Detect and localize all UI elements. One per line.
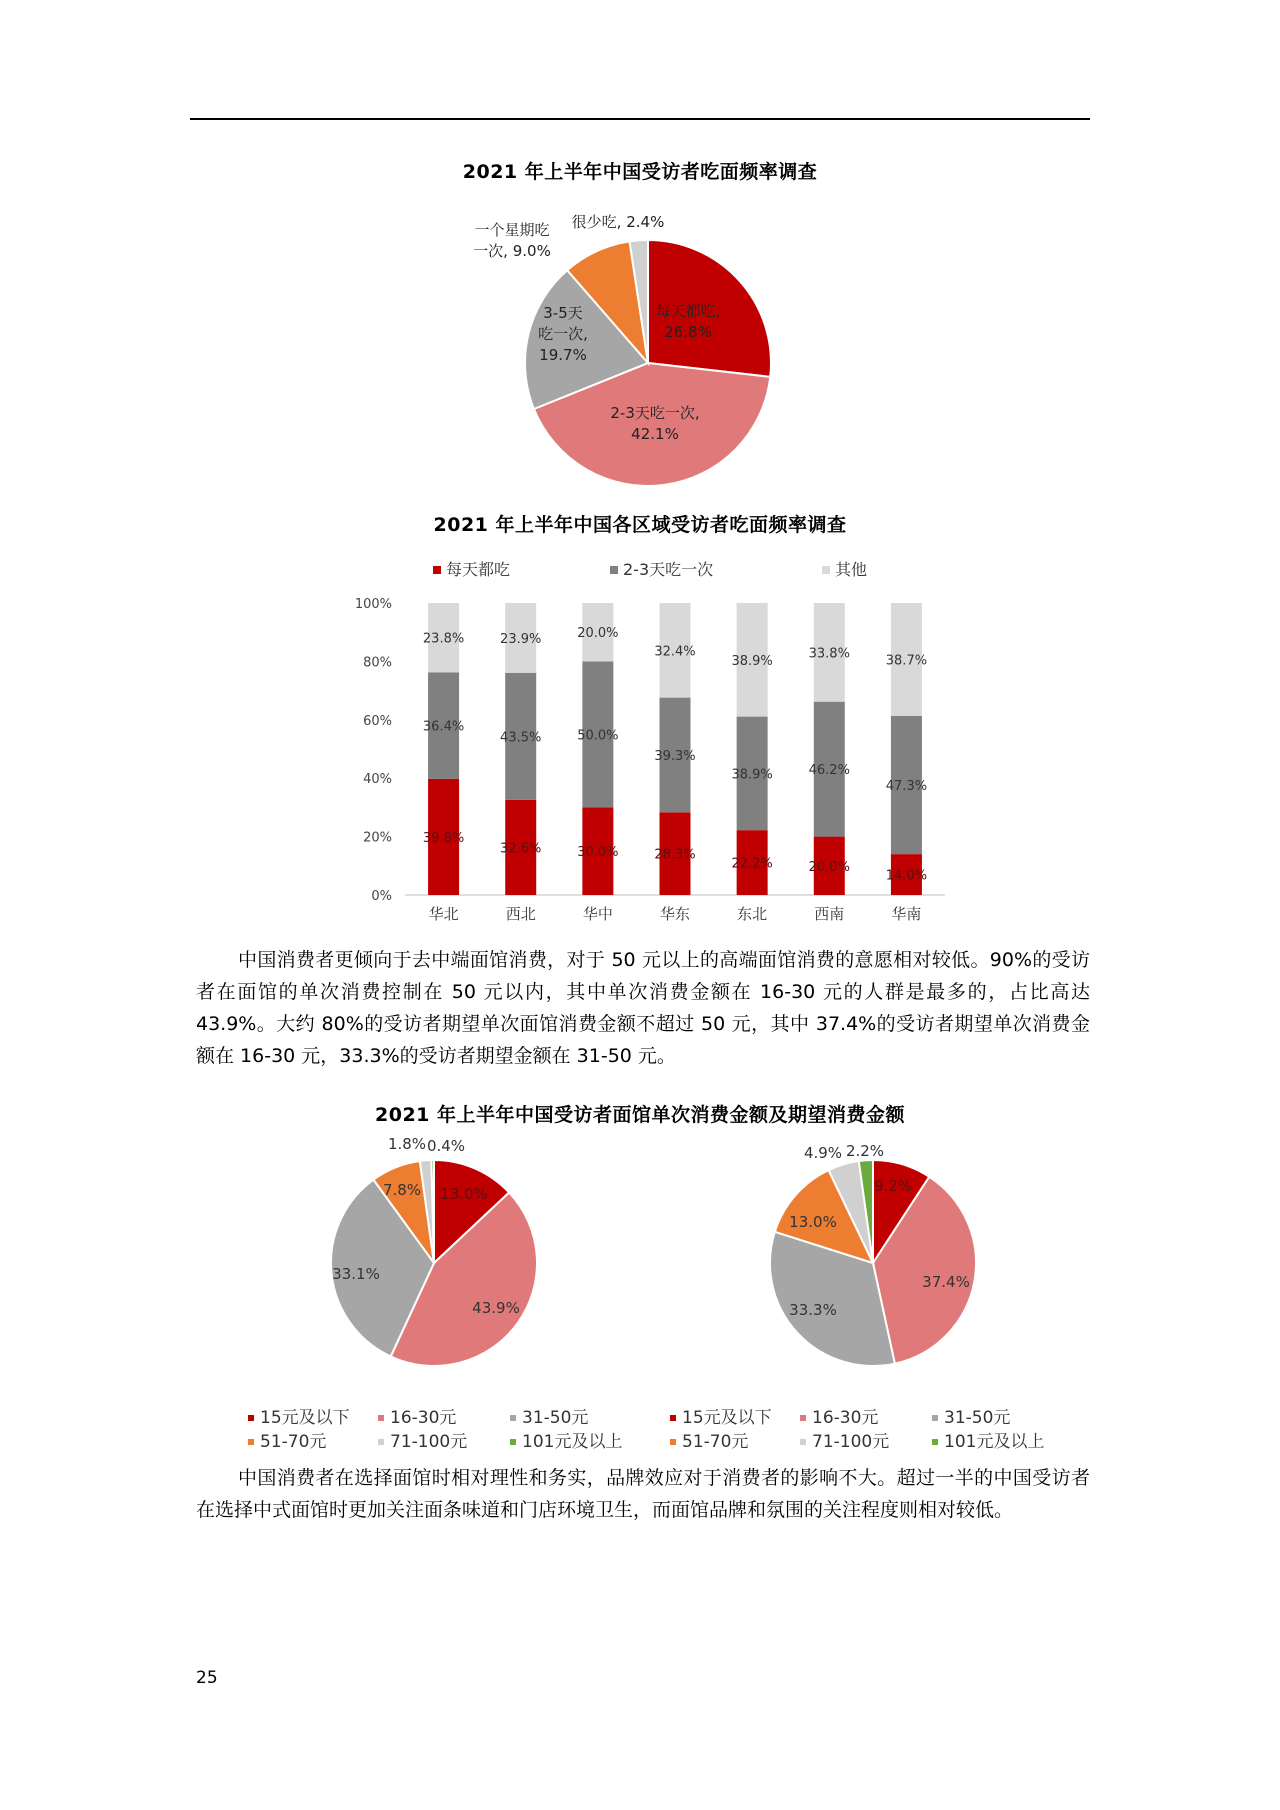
page-number: 25 (196, 1668, 218, 1688)
y-tick-label: 20% (363, 830, 392, 846)
legend-label: 71-100元 (390, 1432, 468, 1452)
legend-label: 15元及以下 (260, 1408, 350, 1428)
bar-value-label: 39.8% (422, 830, 465, 846)
legend-swatch (932, 1439, 938, 1445)
bar-value-label: 38.9% (731, 767, 773, 783)
bar-value-label: 28.3% (654, 847, 696, 863)
legend-label: 其他 (835, 560, 868, 579)
frequency-label: 一个星期吃一次, 9.0% (473, 221, 551, 260)
paragraph-brand: 中国消费者在选择面馆时相对理性和务实，品牌效应对于消费者的影响不大。超过一半的中国受访者在选择中式面馆时更加关注面条味道和门店环境卫生，而面馆品牌和氛围的关注程度则相对较低。 (196, 1467, 1090, 1521)
bar-value-label: 46.2% (808, 763, 850, 779)
bar-value-label: 32.6% (500, 841, 542, 857)
legend-swatch (800, 1439, 806, 1445)
actual-spending-label: 43.9% (472, 1299, 520, 1317)
expected-spending-label: 13.0% (789, 1213, 837, 1231)
actual-spending-label: 1.8% (387, 1135, 427, 1153)
legend-swatch (378, 1439, 384, 1445)
expected-spending-label: 37.4% (922, 1273, 970, 1291)
bar-value-label: 33.8% (808, 646, 850, 662)
chart-title-spending: 2021 年上半年中国受访者面馆单次消费金额及期望消费金额 (375, 1104, 905, 1126)
expected-spending-label: 9.2% (873, 1177, 913, 1195)
bar-value-label: 38.7% (885, 653, 928, 669)
bar-value-label: 47.3% (885, 779, 928, 795)
x-tick-label: 华北 (428, 905, 459, 923)
bar-value-label: 36.4% (422, 719, 465, 735)
bar-value-label: 39.3% (654, 748, 696, 764)
bar-value-label: 23.9% (500, 631, 542, 647)
actual-spending-label: 7.8% (382, 1181, 422, 1199)
x-tick-label: 东北 (737, 905, 768, 923)
expected-spending-label: 33.3% (789, 1301, 837, 1319)
legend-label: 51-70元 (682, 1432, 749, 1452)
y-tick-label: 40% (363, 772, 392, 788)
legend-swatch (248, 1415, 254, 1421)
x-tick-label: 华中 (582, 905, 613, 923)
legend-label: 每天都吃 (446, 560, 511, 579)
bar-value-label: 50.0% (577, 728, 619, 744)
x-tick-label: 西南 (814, 905, 845, 923)
legend-swatch (433, 566, 441, 574)
legend-actual-spending (248, 1408, 622, 1452)
legend-swatch (248, 1439, 254, 1445)
y-tick-label: 100% (354, 597, 392, 612)
legend-label: 101元及以上 (522, 1432, 623, 1452)
chart-title-regional: 2021 年上半年中国各区域受访者吃面频率调查 (433, 514, 847, 536)
legend-swatch (670, 1439, 676, 1445)
bar-value-label: 14.0% (885, 868, 928, 884)
bar-value-label: 43.5% (500, 730, 542, 746)
bar-value-label: 32.4% (654, 644, 696, 660)
legend-label: 51-70元 (260, 1432, 327, 1452)
legend-expected-spending (670, 1408, 1044, 1452)
bar-value-label: 23.8% (422, 631, 465, 647)
frequency-label: 很少吃, 2.4% (571, 213, 665, 231)
legend-swatch (800, 1415, 806, 1421)
legend-label: 16-30元 (812, 1408, 879, 1428)
legend-swatch (822, 566, 830, 574)
actual-spending-label: 13.0% (440, 1185, 488, 1203)
bar-value-label: 22.2% (731, 856, 773, 872)
frequency-label: 2-3天吃一次, 42.1% (610, 404, 700, 443)
frequency-label: 3-5天吃一次, 19.7% (538, 304, 588, 364)
paragraph-spending: 中国消费者更倾向于去中端面馆消费，对于 50 元以上的高端面馆消费的意愿相对较低。90%的受访者在面馆的单次消费控制在 50 元以内，其中单次消费金额在 16-30 元的人群是最多的，占比高达 43.9%。大约 80%的受访者期望单次面馆消费金额不超过 50 元，其中 37.4%的受访者期望单次消费金额在 16-30 元，33.3%的受访者期望金额在 31-50 元。 (196, 949, 1090, 1067)
legend-label: 71-100元 (812, 1432, 890, 1452)
expected-spending-label: 4.9% (803, 1144, 843, 1162)
legend-swatch (610, 566, 618, 574)
bar-value-label: 30.0% (577, 845, 619, 861)
x-tick-label: 华东 (659, 905, 691, 923)
y-tick-label: 0% (371, 889, 392, 904)
expected-spending-label: 2.2% (845, 1142, 885, 1160)
legend-swatch (670, 1415, 676, 1421)
stacked-bar-chart-regional (355, 560, 945, 923)
bar-value-label: 20.0% (808, 859, 850, 875)
legend-swatch (378, 1415, 384, 1421)
legend-label: 101元及以上 (944, 1432, 1045, 1452)
legend-label: 15元及以下 (682, 1408, 772, 1428)
bar-value-label: 20.0% (577, 626, 619, 642)
legend-label: 16-30元 (390, 1408, 457, 1428)
x-tick-label: 西北 (505, 905, 536, 923)
legend-swatch (510, 1439, 516, 1445)
x-tick-label: 华南 (891, 905, 922, 923)
y-tick-label: 80% (363, 655, 392, 671)
legend-label: 31-50元 (944, 1408, 1011, 1428)
y-tick-label: 60% (363, 713, 392, 729)
legend-label: 31-50元 (522, 1408, 589, 1428)
actual-spending-label: 33.1% (332, 1265, 380, 1283)
pie-chart-expected-spending (770, 1142, 976, 1366)
legend-swatch (510, 1415, 516, 1421)
pie-chart-frequency (473, 213, 771, 486)
legend-label: 2-3天吃一次 (623, 560, 714, 579)
pie-chart-actual-spending (331, 1135, 537, 1366)
bar-value-label: 38.9% (731, 653, 773, 669)
chart-title-frequency: 2021 年上半年中国受访者吃面频率调查 (462, 161, 818, 183)
legend-swatch (932, 1415, 938, 1421)
frequency-label: 每天都吃, 26.8% (655, 302, 721, 341)
actual-spending-label: 0.4% (426, 1137, 466, 1155)
